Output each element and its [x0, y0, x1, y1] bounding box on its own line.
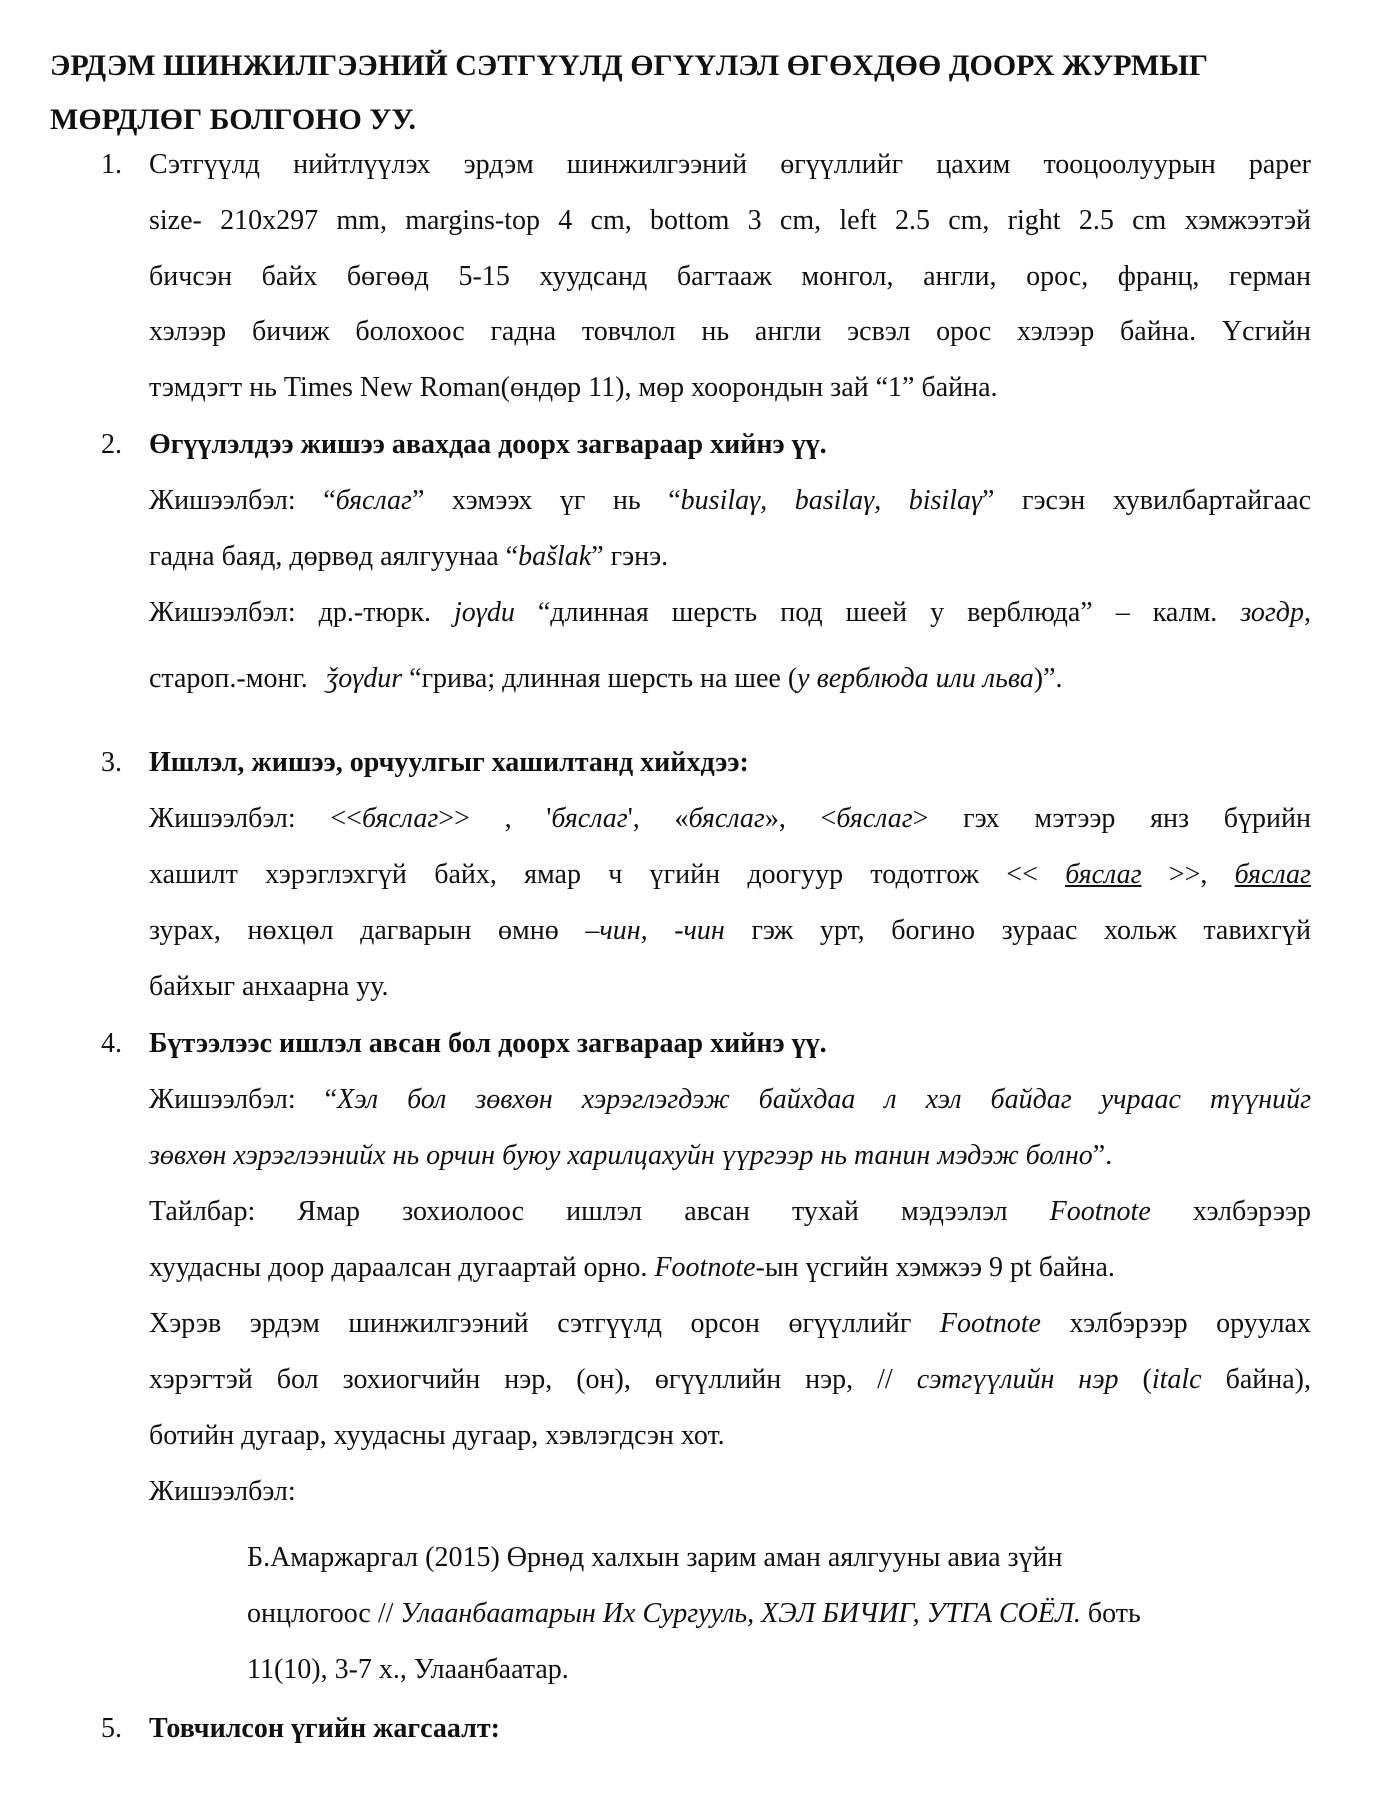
- text: > гэх мэтээр янз бүрийн: [912, 803, 1311, 834]
- item-4-note-line-1: [149, 1195, 1311, 1229]
- item-4-quote-line-1: [149, 1083, 1311, 1117]
- item-1-line-3: бичсэн байх бөгөөд 5-15 хуудсанд багтааж монгол, англи, орос, франц, герман: [149, 261, 1311, 292]
- text: ”.: [1092, 1140, 1113, 1171]
- text: хэлбэрээр: [1150, 1196, 1311, 1227]
- italic-text: зогдр: [1240, 597, 1304, 628]
- text: ” гэнэ.: [591, 541, 669, 572]
- item-2-example-2-line-2: [149, 662, 1063, 696]
- italic-text: busilaγ, basilaγ, bisilaγ: [680, 485, 983, 516]
- text: гэж урт, богино зураас хольж тавихгүй: [724, 915, 1312, 946]
- italic-text: ǯoγdur: [325, 663, 403, 694]
- document-title-line-1: ЭРДЭМ ШИНЖИЛГЭЭНИЙ СЭТГҮҮЛД ӨГҮҮЛЭЛ ӨГӨХДӨӨ ДООРХ ЖУРМЫГ: [50, 49, 1208, 82]
- text: Тайлбар: Ямар зохиолоос ишлэл авсан тухай мэдээлэл: [149, 1196, 1050, 1227]
- italic-text: joγdu: [454, 597, 515, 628]
- item-1-line-2: size- 210x297 mm, margins-top 4 cm, bottom 3 cm, left 2.5 cm, right 2.5 cm хэмжээтэй: [149, 205, 1311, 236]
- reference-line-1: Б.Амаржаргал (2015) Өрнөд халхын зарим аман аялгууны авиа зүйн: [247, 1542, 1063, 1573]
- item-1-line-1: Сэтгүүлд нийтлүүлэх эрдэм шинжилгээний өгүүллийг цахим тооцоолуурын paper: [149, 149, 1311, 180]
- text: хуудасны доор дараалсан дугаартай орно.: [149, 1252, 655, 1283]
- italic-text: бяслаг: [551, 803, 628, 834]
- text: », <: [764, 803, 837, 834]
- item-5-heading: Товчилсон үгийн жагсаалт:: [149, 1713, 500, 1744]
- item-4-note-line-5: ботийн дугаар, хуудасны дугаар, хэвлэгдсэн хот.: [149, 1420, 725, 1451]
- italic-text: Footnote: [654, 1252, 756, 1283]
- item-2-example-2-line-1: [149, 596, 1311, 630]
- italic-text: Footnote: [1049, 1196, 1151, 1227]
- text: Жишээлбэл: “: [149, 1084, 338, 1115]
- item-4-heading: Бүтээлээс ишлэл авсан бол доорх загвараар хийнэ үү.: [149, 1028, 827, 1059]
- text: Жишээлбэл: др.-тюрк.: [149, 597, 455, 628]
- italic-text: bašlak: [518, 541, 592, 572]
- text: хашилт хэрэглэхгүй байх, ямар ч үгийн доогуур тодотгож <<: [149, 859, 1066, 890]
- text: ', «: [627, 803, 689, 834]
- item-4-note-line-3: [149, 1307, 1311, 1341]
- text: ” хэмээх үг нь “: [411, 485, 681, 516]
- text: )”.: [1033, 663, 1063, 694]
- item-3-heading: Ишлэл, жишээ, орчуулгыг хашилтанд хийхдээ:: [149, 747, 749, 778]
- item-1-line-4: хэлээр бичиж болохоос гадна товчлол нь англи эсвэл орос хэлээр байна. Үсгийн: [149, 316, 1311, 347]
- item-4-note-line-4: [149, 1363, 1311, 1397]
- text: “грива; длинная шерсть на шее (: [402, 663, 798, 694]
- text: онцлогоос //: [247, 1598, 401, 1629]
- italic-text: бяслаг: [361, 803, 439, 834]
- item-2-number: 2.: [101, 429, 122, 460]
- item-3-line-2: [149, 858, 1311, 892]
- text: зурах, нөхцөл дагварын өмнө: [149, 915, 586, 946]
- item-4-example-label: Жишээлбэл:: [149, 1476, 296, 1507]
- item-2-example-1-line-1: [149, 484, 1311, 518]
- text: хэлбэрээр оруулах: [1040, 1308, 1311, 1339]
- item-4-note-line-2: [149, 1251, 1115, 1285]
- underlined-italic-text: бяслаг: [1234, 859, 1311, 890]
- text: >> , ': [438, 803, 552, 834]
- italic-text: бяслаг: [335, 485, 412, 516]
- reference-line-2: [247, 1597, 1141, 1631]
- item-3-number: 3.: [101, 747, 122, 778]
- text: Жишээлбэл: “: [149, 485, 336, 516]
- item-3-line-3: [149, 914, 1311, 948]
- italic-text: бяслаг: [688, 803, 765, 834]
- item-3-line-4: байхыг анхаарна уу.: [149, 971, 389, 1002]
- item-1-line-5: тэмдэгт нь Times New Roman(өндөр 11), мөр хоорондын зай “1” байна.: [149, 372, 998, 403]
- italic-text: у верблюда или льва: [797, 663, 1034, 694]
- item-4-number: 4.: [101, 1028, 122, 1059]
- item-2-example-1-line-2: [149, 540, 668, 574]
- document-title-line-2: МӨРДЛӨГ БОЛГОНО УУ.: [50, 103, 416, 136]
- italic-text: бяслаг: [836, 803, 913, 834]
- text: Жишээлбэл: <<: [149, 803, 362, 834]
- text: ,: [1303, 597, 1311, 628]
- item-1-number: 1.: [101, 149, 122, 180]
- reference-line-3: 11(10), 3-7 х., Улаанбаатар.: [247, 1654, 569, 1685]
- text: байна),: [1201, 1364, 1311, 1395]
- text: -ын үсгийн хэмжээ 9 pt байна.: [755, 1252, 1115, 1283]
- italic-text: Хэл бол зөвхөн хэрэглэгдэж байхдаа л хэл байдаг учраас түүнийг: [337, 1084, 1312, 1115]
- text: ” гэсэн хувилбартайгаас: [982, 485, 1312, 516]
- item-5-number: 5.: [101, 1713, 122, 1744]
- text: гадна баяд, дөрвөд аялгуунаа “: [149, 541, 519, 572]
- italic-text: Улаанбаатарын Их Сургууль, ХЭЛ БИЧИГ, УТГА СОЁЛ.: [400, 1598, 1081, 1629]
- item-2-heading: Өгүүлэлдээ жишээ авахдаа доорх загвараар хийнэ үү.: [149, 429, 827, 460]
- text: хэрэгтэй бол зохиогчийн нэр, (он), өгүүллийн нэр, //: [149, 1364, 917, 1395]
- italic-text: italc: [1151, 1364, 1202, 1395]
- text: (: [1118, 1364, 1152, 1395]
- italic-text: Footnote: [939, 1308, 1041, 1339]
- italic-text: зөвхөн хэрэглээнийх нь орчин буюу харилцахуйн үүргээр нь танин мэдэж болно: [149, 1140, 1093, 1171]
- item-4-quote-line-2: [149, 1139, 1112, 1173]
- text: Хэрэв эрдэм шинжилгээний сэтгүүлд орсон өгүүллийг: [149, 1308, 940, 1339]
- text: староп.-монг.: [149, 663, 308, 694]
- text: “длинная шерсть под шеей у верблюда” – калм.: [514, 597, 1241, 628]
- underlined-italic-text: бяслаг: [1065, 859, 1142, 890]
- item-3-line-1: [149, 802, 1311, 836]
- italic-text: сэтгүүлийн нэр: [916, 1364, 1119, 1395]
- text: боть: [1080, 1598, 1141, 1629]
- text: >>,: [1141, 859, 1235, 890]
- italic-text: –чин, -чин: [585, 915, 725, 946]
